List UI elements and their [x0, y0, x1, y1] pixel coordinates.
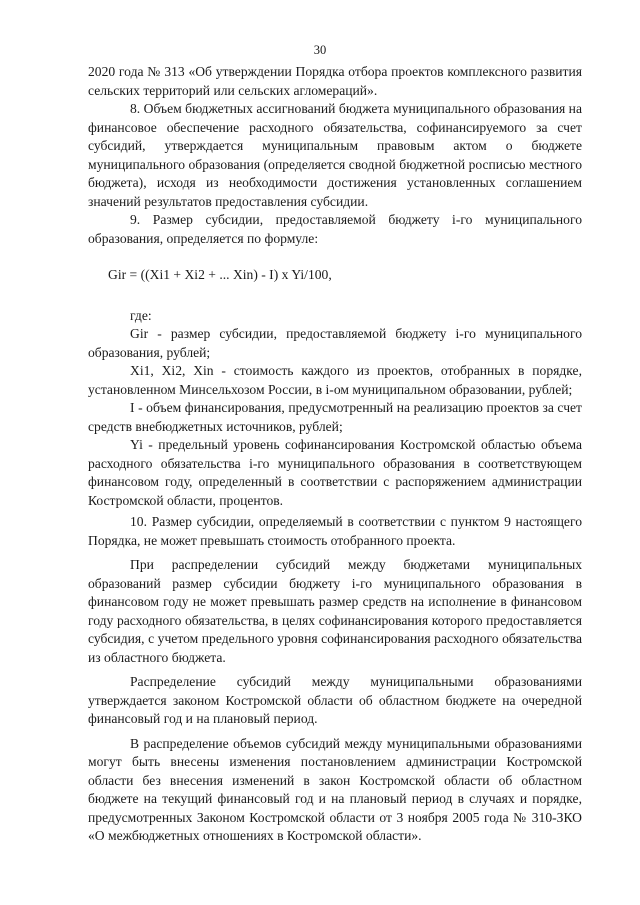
definition-gir: Gir - размер субсидии, предоставляемой бюджету i-го муниципального образования, рублей; — [88, 326, 582, 360]
paragraph-distribution-limit: При распределении субсидий между бюджетами муниципальных образований размер субсидии бюджету i-го муниципального образования в финансовом году не может превышать размер средств на исполнение в финансовом году расходного обязательства, в целях софинансирования которого предоставляется субсидия, с учетом предельного уровня софинансирования расходного обязательства из областного бюджета. — [88, 557, 582, 665]
document-body — [88, 63, 582, 846]
paragraph-distribution-approval: Распределение субсидий между муниципальными образованиями утверждается законом Костромской области об областном бюджете на очередной финансовый год и на плановый период. — [88, 674, 582, 726]
definition-xi: Xi1, Xi2, Xin - стоимость каждого из проектов, отобранных в порядке, установленном Минсельхозом России, в i-ом муниципальном образовании, рублей; — [88, 363, 582, 397]
formula-where-label: где: — [130, 307, 152, 323]
subsidy-formula: Gir = ((Xi1 + Xi2 + ... Xin) - I) x Yi/100, — [108, 267, 332, 282]
paragraph-distribution-changes: В распределение объемов субсидий между муниципальными образованиями могут быть внесены изменения постановлением администрации Костромской области без внесения изменений в закон Костромской области об областном бюджете на текущий финансовый год и на плановый период в случаях и порядке, предусмотренных Законом Костромской области от 3 ноября 2005 года № 310-ЗКО «О межбюджетных отношениях в Костромской области». — [88, 735, 582, 843]
page-number: 30 — [313, 43, 327, 57]
paragraph-item-9: 9. Размер субсидии, предоставляемой бюджету i-го муниципального образования, определяется по формуле: — [88, 212, 582, 246]
paragraph-continuation: 2020 года № 313 «Об утверждении Порядка отбора проектов комплексного развития сельских территорий или сельских агломераций». — [88, 64, 582, 98]
definition-i: I - объем финансирования, предусмотренный на реализацию проектов за счет средств внебюджетных источников, рублей; — [88, 400, 582, 434]
definition-yi: Yi - предельный уровень софинансирования Костромской областью объема расходного обязательства i-го муниципального образования в соответствующем финансовом году, определенный в соответствии с распоряжением администрации Костромской области, процентов. — [88, 437, 582, 508]
paragraph-item-10: 10. Размер субсидии, определяемый в соответствии с пунктом 9 настоящего Порядка, не может превышать стоимость отобранного проекта. — [88, 514, 582, 548]
paragraph-item-8: 8. Объем бюджетных ассигнований бюджета муниципального образования на финансовое обеспечение расходного обязательства, софинансируемого за счет субсидий, утверждается муниципальным правовым актом о бюджете муниципального образования (определяется сводной бюджетной росписью местного бюджета), исходя из необходимости достижения установленных соглашением значений результатов предоставления субсидии. — [88, 101, 582, 209]
